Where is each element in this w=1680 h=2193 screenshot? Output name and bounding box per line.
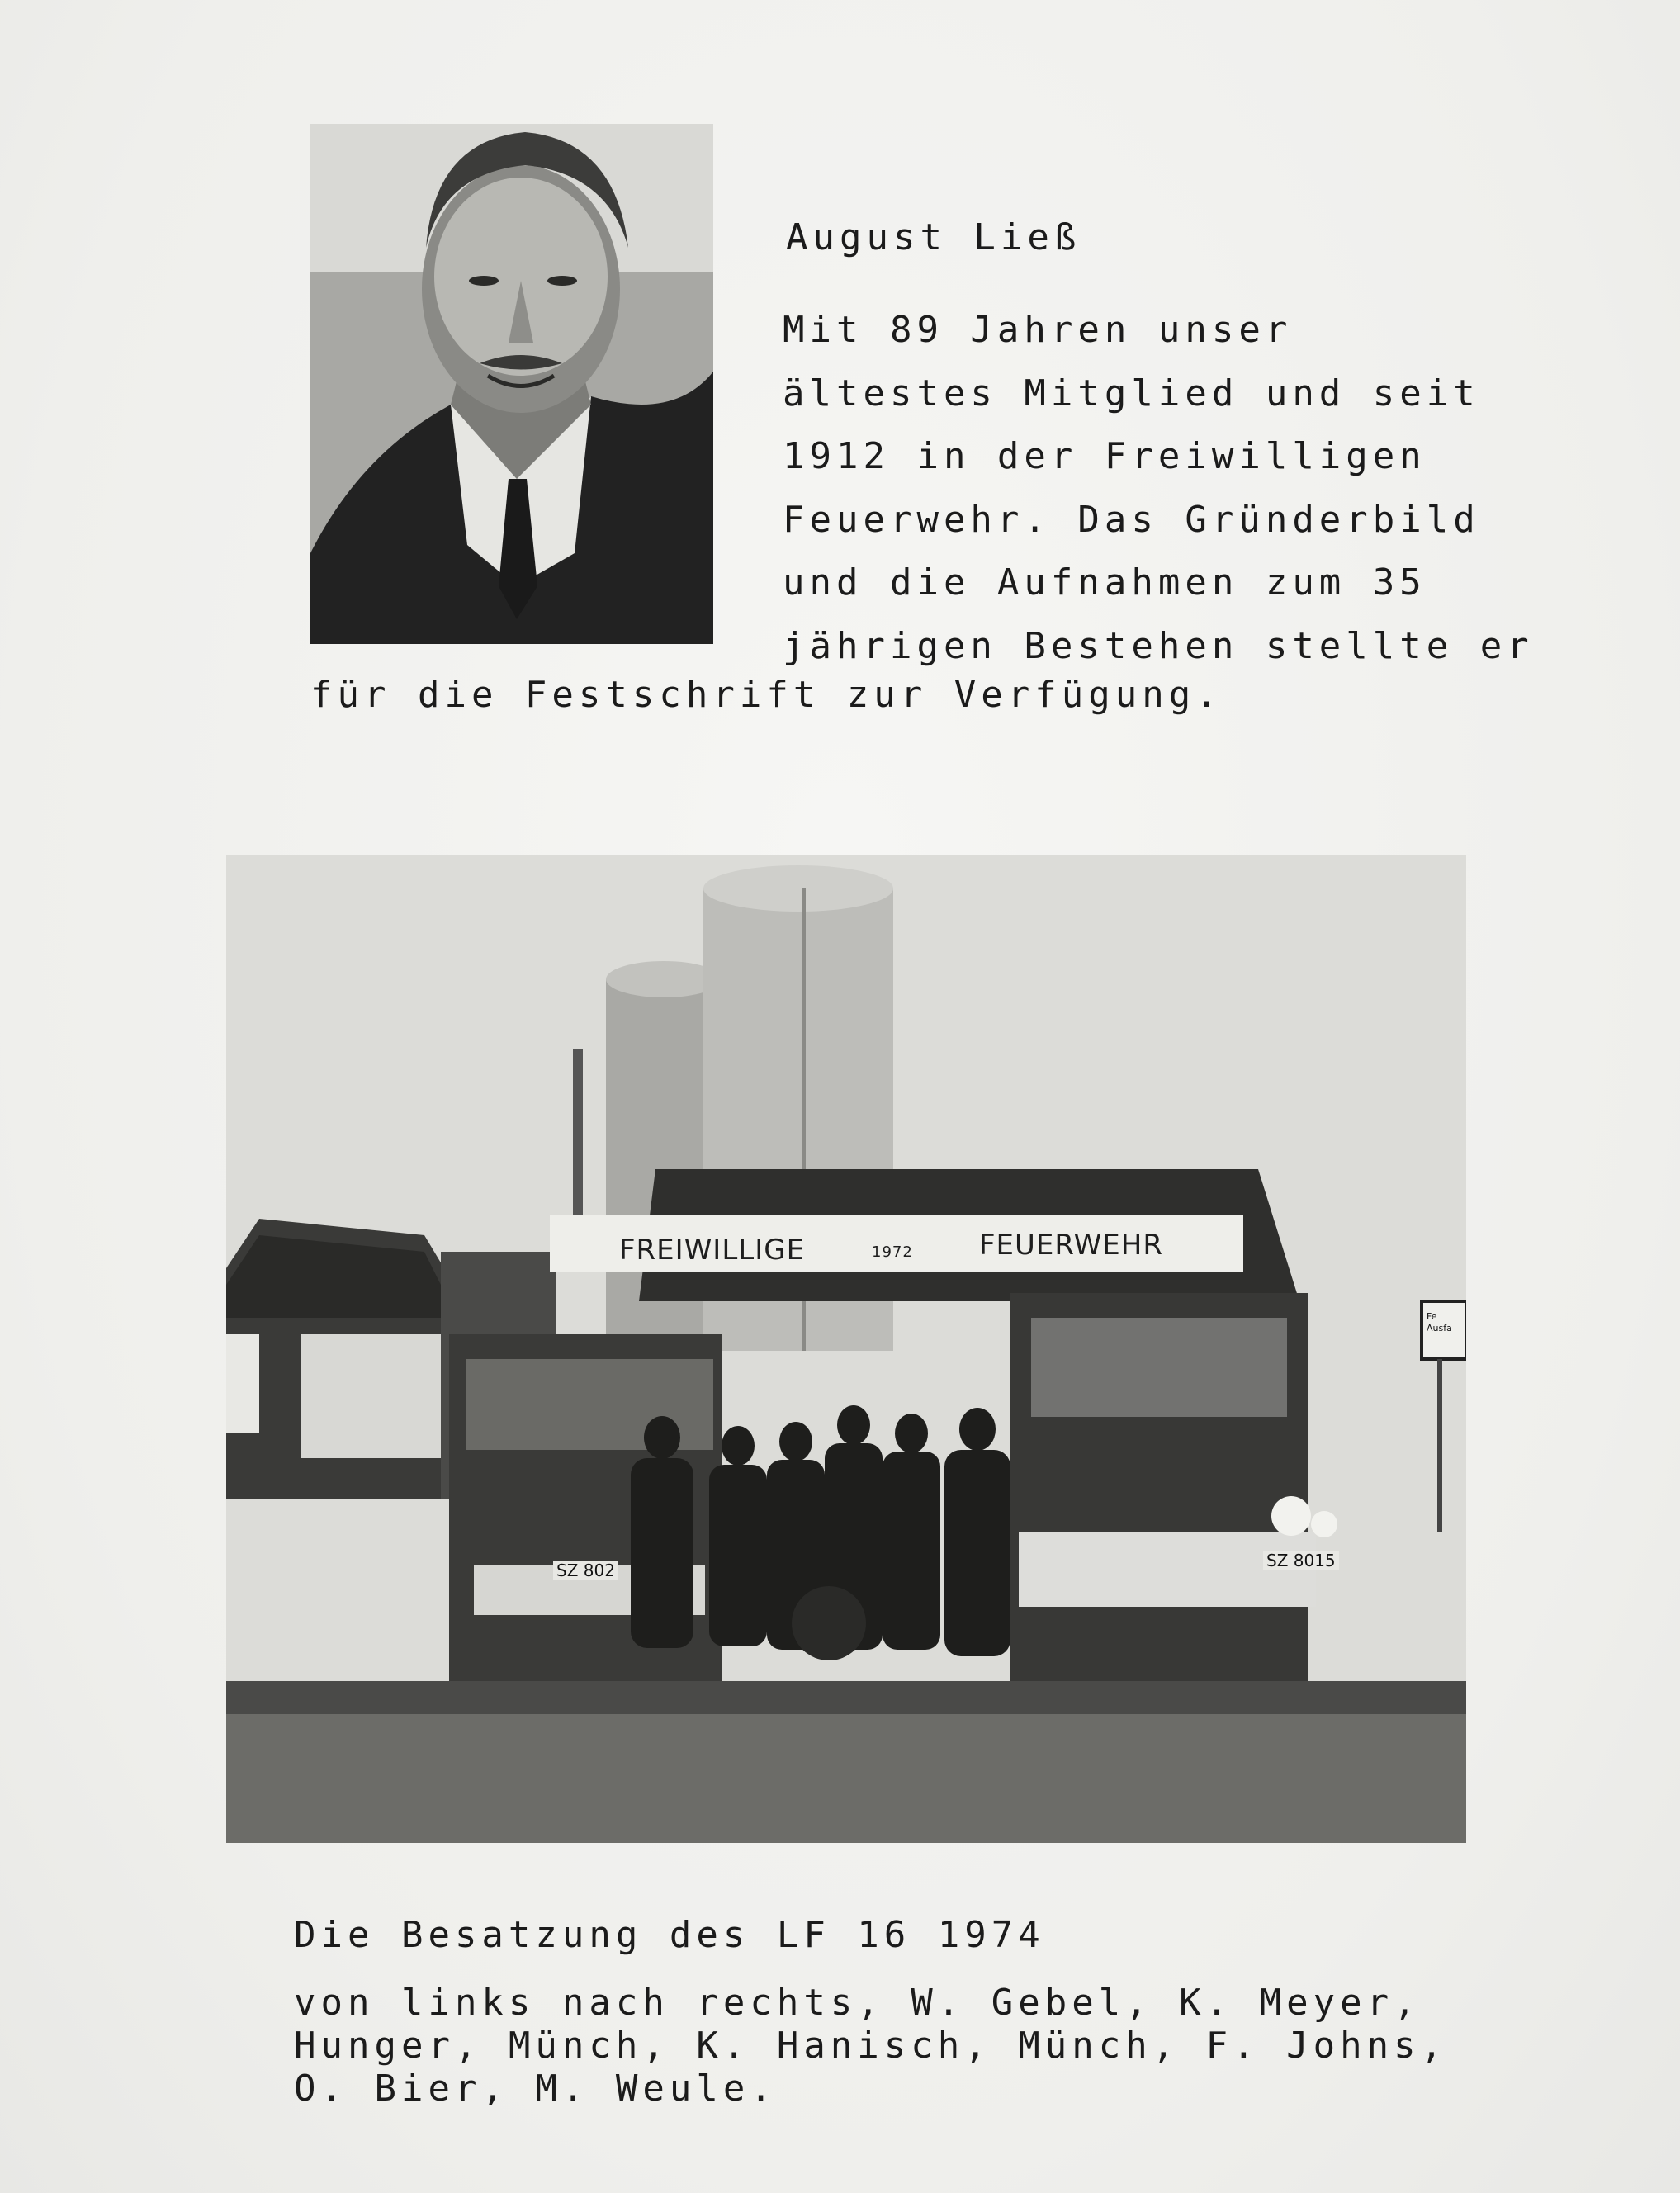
bio-line: 1912 in der Freiwilligen [783, 435, 1427, 477]
caption-line: O. Bier, M. Weule. [294, 2067, 777, 2110]
caption-line: von links nach rechts, W. Gebel, K. Meyer, [294, 1982, 1421, 2024]
bio-line: und die Aufnahmen zum 35 [783, 561, 1427, 604]
caption-line: Hunger, Münch, K. Hanisch, Münch, F. Johns, [294, 2025, 1448, 2067]
banner-right-text: FEUERWEHR [979, 1229, 1163, 1262]
bio-line: jährigen Bestehen stellte er [783, 624, 1534, 667]
caption-title: Die Besatzung des LF 16 1974 [294, 1914, 1045, 1956]
portrait-photo [310, 124, 713, 644]
group-photo [226, 855, 1466, 1843]
banner-left-text: FREIWILLIGE [619, 1234, 806, 1267]
bio-last-line: für die Festschrift zur Verfügung. [310, 674, 1223, 716]
portrait-illustration [310, 124, 713, 644]
license-plate-left: SZ 802 [553, 1561, 618, 1580]
banner-year-text: 1972 [872, 1243, 913, 1261]
license-plate-right: SZ 8015 [1263, 1551, 1339, 1570]
caption-body [294, 1982, 1447, 2110]
group-photo-illustration [226, 855, 1466, 1843]
portrait-bio [783, 299, 1534, 678]
bio-line: Feuerwehr. Das Gründerbild [783, 498, 1480, 541]
portrait-name: August Ließ [786, 216, 1081, 258]
bio-line: Mit 89 Jahren unser [783, 309, 1293, 351]
road-sign-text: Fe Ausfa [1427, 1311, 1452, 1333]
bio-line: ältestes Mitglied und seit [783, 372, 1480, 414]
